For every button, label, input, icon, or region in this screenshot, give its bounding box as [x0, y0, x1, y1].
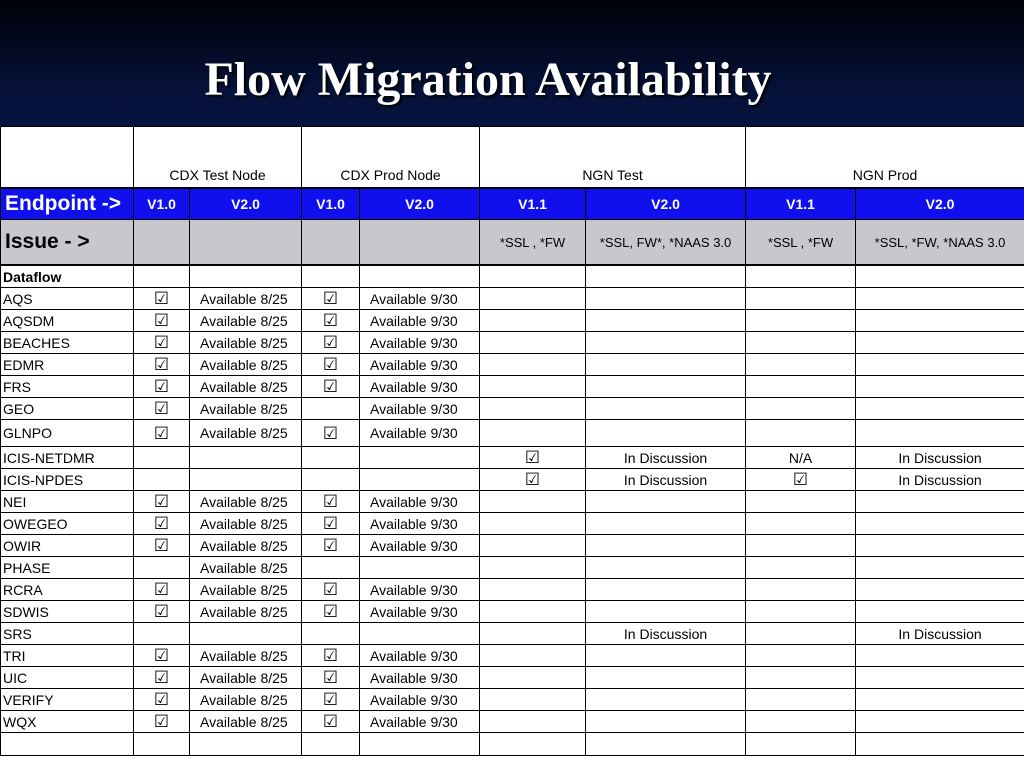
empty-cell — [746, 310, 856, 332]
issue-label: Issue - > — [1, 220, 134, 266]
section-label: Dataflow — [1, 265, 134, 288]
empty-cell — [586, 332, 746, 354]
empty-cell — [586, 420, 746, 447]
empty-cell — [746, 491, 856, 513]
checkbox-checked-icon: ☑ — [746, 469, 856, 491]
checkbox-checked-icon: ☑ — [134, 420, 190, 447]
section-header-row — [1, 265, 1024, 288]
empty-cell — [302, 447, 360, 469]
empty-cell — [856, 288, 1024, 310]
status-cell: Available 9/30 — [360, 376, 480, 398]
dataflow-name: WQX — [1, 711, 134, 733]
status-cell: Available 8/25 — [190, 689, 302, 711]
checkbox-checked-icon: ☑ — [134, 645, 190, 667]
checkbox-checked-icon: ☑ — [302, 288, 360, 310]
empty-cell — [480, 535, 586, 557]
page-title: Flow Migration Availability — [204, 53, 772, 106]
table-row — [1, 623, 1024, 645]
status-cell: Available 8/25 — [190, 645, 302, 667]
empty-cell — [746, 623, 856, 645]
dataflow-name: VERIFY — [1, 689, 134, 711]
empty-cell — [856, 579, 1024, 601]
status-cell: In Discussion — [586, 469, 746, 491]
checkbox-checked-icon: ☑ — [134, 310, 190, 332]
dataflow-name: TRI — [1, 645, 134, 667]
issue-cell — [302, 220, 360, 266]
empty-cell — [856, 689, 1024, 711]
table-row — [1, 557, 1024, 579]
status-cell: In Discussion — [856, 469, 1024, 491]
checkbox-checked-icon: ☑ — [302, 332, 360, 354]
empty-cell — [746, 513, 856, 535]
empty-cell — [302, 623, 360, 645]
empty-cell — [586, 398, 746, 420]
status-cell: Available 9/30 — [360, 579, 480, 601]
checkbox-checked-icon: ☑ — [134, 711, 190, 733]
dataflow-name: GLNPO — [1, 420, 134, 447]
empty-cell — [746, 420, 856, 447]
issue-cell: *SSL , *FW — [746, 220, 856, 266]
dataflow-name: PHASE — [1, 557, 134, 579]
empty-cell — [746, 354, 856, 376]
status-cell: Available 8/25 — [190, 601, 302, 623]
dataflow-name: ICIS-NPDES — [1, 469, 134, 491]
table-row — [1, 579, 1024, 601]
dataflow-name: GEO — [1, 398, 134, 420]
empty-cell — [586, 491, 746, 513]
table-row — [1, 469, 1024, 491]
empty-cell — [480, 711, 586, 733]
empty-cell — [856, 310, 1024, 332]
table-row — [1, 513, 1024, 535]
checkbox-checked-icon: ☑ — [134, 579, 190, 601]
empty-cell — [856, 332, 1024, 354]
status-cell: In Discussion — [856, 447, 1024, 469]
status-cell: Available 8/25 — [190, 579, 302, 601]
empty-cell — [586, 376, 746, 398]
empty-cell — [360, 623, 480, 645]
status-cell: Available 9/30 — [360, 535, 480, 557]
empty-cell — [586, 645, 746, 667]
node-header-cdx-prod: CDX Prod Node — [302, 127, 480, 189]
status-cell: Available 9/30 — [360, 667, 480, 689]
node-header-ngn-prod: NGN Prod — [746, 127, 1024, 189]
status-cell: In Discussion — [856, 623, 1024, 645]
status-cell: Available 8/25 — [190, 557, 302, 579]
checkbox-checked-icon: ☑ — [302, 513, 360, 535]
empty-cell — [480, 420, 586, 447]
status-cell: Available 8/25 — [190, 310, 302, 332]
status-cell: Available 8/25 — [190, 420, 302, 447]
status-cell: Available 8/25 — [190, 667, 302, 689]
empty-cell — [586, 579, 746, 601]
empty-cell — [480, 310, 586, 332]
empty-cell — [856, 557, 1024, 579]
dataflow-name: BEACHES — [1, 332, 134, 354]
empty-cell — [746, 711, 856, 733]
empty-cell — [134, 447, 190, 469]
issue-row — [1, 220, 1024, 266]
checkbox-checked-icon: ☑ — [302, 711, 360, 733]
status-cell: Available 8/25 — [190, 513, 302, 535]
empty-cell — [746, 667, 856, 689]
table-row — [1, 689, 1024, 711]
status-cell: Available 8/25 — [190, 491, 302, 513]
table-row — [1, 447, 1024, 469]
empty-cell — [480, 513, 586, 535]
issue-cell: *SSL , *FW — [480, 220, 586, 266]
empty-cell — [856, 535, 1024, 557]
empty-cell — [856, 398, 1024, 420]
empty-cell — [360, 469, 480, 491]
checkbox-checked-icon: ☑ — [302, 491, 360, 513]
checkbox-checked-icon: ☑ — [302, 689, 360, 711]
status-cell: Available 9/30 — [360, 689, 480, 711]
empty-cell — [856, 513, 1024, 535]
checkbox-checked-icon: ☑ — [302, 579, 360, 601]
dataflow-name: NEI — [1, 491, 134, 513]
checkbox-checked-icon: ☑ — [302, 535, 360, 557]
empty-cell — [586, 513, 746, 535]
status-cell: Available 9/30 — [360, 420, 480, 447]
status-cell: Available 8/25 — [190, 398, 302, 420]
node-header-row — [1, 127, 1024, 189]
checkbox-checked-icon: ☑ — [134, 376, 190, 398]
dataflow-name: AQS — [1, 288, 134, 310]
checkbox-checked-icon: ☑ — [134, 288, 190, 310]
empty-cell — [746, 557, 856, 579]
status-cell: Available 8/25 — [190, 354, 302, 376]
empty-cell — [480, 689, 586, 711]
checkbox-checked-icon: ☑ — [480, 447, 586, 469]
endpoint-version: V2.0 — [856, 188, 1024, 220]
dataflow-name: OWEGEO — [1, 513, 134, 535]
table-row — [1, 667, 1024, 689]
empty-cell — [360, 447, 480, 469]
dataflow-name: ICIS-NETDMR — [1, 447, 134, 469]
empty-cell — [586, 310, 746, 332]
table-row — [1, 310, 1024, 332]
dataflow-name: UIC — [1, 667, 134, 689]
empty-cell — [134, 623, 190, 645]
checkbox-checked-icon: ☑ — [134, 332, 190, 354]
status-cell: N/A — [746, 447, 856, 469]
status-cell: Available 9/30 — [360, 601, 480, 623]
dataflow-name: FRS — [1, 376, 134, 398]
empty-cell — [856, 711, 1024, 733]
empty-cell — [480, 645, 586, 667]
empty-cell — [746, 601, 856, 623]
endpoint-label: Endpoint -> — [1, 188, 134, 220]
issue-cell — [190, 220, 302, 266]
empty-cell — [480, 288, 586, 310]
checkbox-checked-icon: ☑ — [134, 535, 190, 557]
empty-cell — [586, 601, 746, 623]
empty-cell — [302, 469, 360, 491]
empty-cell — [480, 332, 586, 354]
status-cell: Available 9/30 — [360, 398, 480, 420]
empty-cell — [480, 579, 586, 601]
empty-cell — [856, 491, 1024, 513]
empty-cell — [746, 579, 856, 601]
checkbox-checked-icon: ☑ — [134, 601, 190, 623]
endpoint-version: V1.1 — [746, 188, 856, 220]
endpoint-version: V2.0 — [190, 188, 302, 220]
checkbox-checked-icon: ☑ — [302, 376, 360, 398]
migration-table-container — [0, 126, 1024, 768]
empty-cell — [856, 420, 1024, 447]
empty-cell — [746, 288, 856, 310]
empty-cell — [480, 667, 586, 689]
empty-cell — [480, 601, 586, 623]
issue-cell — [134, 220, 190, 266]
status-cell: Available 8/25 — [190, 711, 302, 733]
empty-cell — [586, 711, 746, 733]
checkbox-checked-icon: ☑ — [134, 667, 190, 689]
empty-cell — [302, 398, 360, 420]
status-cell: Available 8/25 — [190, 332, 302, 354]
table-row — [1, 398, 1024, 420]
endpoint-version: V2.0 — [586, 188, 746, 220]
empty-cell — [134, 557, 190, 579]
empty-cell — [586, 288, 746, 310]
empty-cell — [746, 535, 856, 557]
table-row-empty — [1, 733, 1024, 756]
empty-cell — [856, 376, 1024, 398]
table-row — [1, 332, 1024, 354]
table-row — [1, 420, 1024, 447]
table-row — [1, 491, 1024, 513]
status-cell: Available 8/25 — [190, 376, 302, 398]
status-cell: In Discussion — [586, 447, 746, 469]
empty-cell — [746, 689, 856, 711]
empty-cell — [856, 601, 1024, 623]
status-cell: Available 9/30 — [360, 513, 480, 535]
empty-cell — [480, 354, 586, 376]
table-row — [1, 711, 1024, 733]
checkbox-checked-icon: ☑ — [134, 513, 190, 535]
issue-cell — [360, 220, 480, 266]
checkbox-checked-icon: ☑ — [480, 469, 586, 491]
node-header-cdx-test: CDX Test Node — [134, 127, 302, 189]
checkbox-checked-icon: ☑ — [302, 645, 360, 667]
checkbox-checked-icon: ☑ — [302, 667, 360, 689]
table-row — [1, 535, 1024, 557]
status-cell: Available 9/30 — [360, 354, 480, 376]
empty-cell — [480, 557, 586, 579]
empty-cell — [190, 447, 302, 469]
checkbox-checked-icon: ☑ — [134, 398, 190, 420]
empty-cell — [856, 645, 1024, 667]
table-row — [1, 601, 1024, 623]
status-cell: Available 8/25 — [190, 288, 302, 310]
empty-cell — [586, 667, 746, 689]
issue-cell: *SSL, *FW, *NAAS 3.0 — [856, 220, 1024, 266]
checkbox-checked-icon: ☑ — [302, 601, 360, 623]
status-cell: Available 9/30 — [360, 645, 480, 667]
status-cell: Available 9/30 — [360, 288, 480, 310]
empty-cell — [746, 398, 856, 420]
empty-cell — [480, 623, 586, 645]
empty-cell — [134, 469, 190, 491]
table-row — [1, 376, 1024, 398]
checkbox-checked-icon: ☑ — [302, 354, 360, 376]
endpoint-version: V1.0 — [134, 188, 190, 220]
node-header-ngn-test: NGN Test — [480, 127, 746, 189]
status-cell: Available 9/30 — [360, 310, 480, 332]
empty-cell — [746, 376, 856, 398]
empty-cell — [302, 557, 360, 579]
empty-cell — [360, 557, 480, 579]
empty-cell — [856, 667, 1024, 689]
empty-cell — [190, 623, 302, 645]
empty-cell — [586, 689, 746, 711]
dataflow-name: SRS — [1, 623, 134, 645]
dataflow-name: OWIR — [1, 535, 134, 557]
status-cell: Available 9/30 — [360, 491, 480, 513]
issue-cell: *SSL, FW*, *NAAS 3.0 — [586, 220, 746, 266]
table-row — [1, 288, 1024, 310]
dataflow-name: EDMR — [1, 354, 134, 376]
table-row — [1, 645, 1024, 667]
corner-cell — [1, 127, 134, 189]
dataflow-name: AQSDM — [1, 310, 134, 332]
dataflow-name: SDWIS — [1, 601, 134, 623]
empty-cell — [480, 491, 586, 513]
checkbox-checked-icon: ☑ — [302, 420, 360, 447]
dataflow-name: RCRA — [1, 579, 134, 601]
status-cell: Available 8/25 — [190, 535, 302, 557]
empty-cell — [856, 354, 1024, 376]
endpoint-version: V1.0 — [302, 188, 360, 220]
checkbox-checked-icon: ☑ — [134, 354, 190, 376]
endpoint-version: V1.1 — [480, 188, 586, 220]
endpoint-version: V2.0 — [360, 188, 480, 220]
status-cell: Available 9/30 — [360, 332, 480, 354]
migration-table — [0, 126, 1024, 756]
checkbox-checked-icon: ☑ — [134, 689, 190, 711]
empty-cell — [586, 535, 746, 557]
endpoint-row — [1, 188, 1024, 220]
empty-cell — [586, 354, 746, 376]
empty-cell — [190, 469, 302, 491]
empty-cell — [746, 645, 856, 667]
empty-cell — [480, 376, 586, 398]
status-cell: Available 9/30 — [360, 711, 480, 733]
table-row — [1, 354, 1024, 376]
empty-cell — [586, 557, 746, 579]
checkbox-checked-icon: ☑ — [134, 491, 190, 513]
empty-cell — [480, 398, 586, 420]
checkbox-checked-icon: ☑ — [302, 310, 360, 332]
status-cell: In Discussion — [586, 623, 746, 645]
empty-cell — [746, 332, 856, 354]
